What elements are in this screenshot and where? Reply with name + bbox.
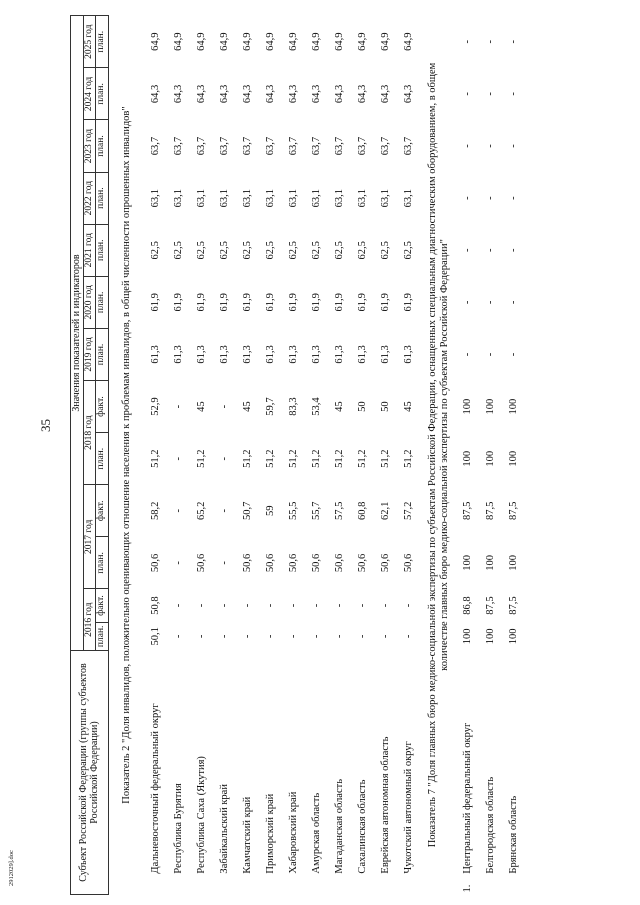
- value-cell: 59,7: [265, 397, 277, 416]
- indicators-table: [70, 15, 526, 895]
- value-cell: 63,7: [265, 136, 277, 156]
- value-cell: 45: [403, 401, 415, 412]
- value-cell: 64,3: [403, 84, 415, 104]
- value-cell: 63,1: [265, 188, 277, 208]
- value-cell: 61,9: [311, 293, 323, 312]
- region-name: Чукотский автономный округ: [403, 741, 415, 874]
- plan-header: план.: [96, 622, 109, 650]
- value-cell: -: [242, 603, 254, 608]
- value-cell: 63,7: [242, 136, 254, 156]
- value-cell: 63,1: [288, 188, 300, 208]
- value-cell: 61,3: [173, 345, 185, 364]
- value-cell: 62,5: [334, 241, 346, 260]
- year-header: 2022 год: [83, 172, 96, 224]
- row-number: [145, 876, 168, 895]
- value-cell: 60,8: [357, 501, 369, 520]
- value-cell: 61,3: [403, 345, 415, 364]
- region-name: Еврейская автономная область: [380, 736, 392, 874]
- value-cell: 63,1: [219, 188, 231, 208]
- value-cell: 50,6: [288, 553, 300, 573]
- value-cell: -: [219, 634, 231, 639]
- region-name: Дальневосточный федеральный округ: [150, 703, 162, 874]
- value-cell: -: [357, 603, 369, 608]
- region-name: Белгородская область: [485, 776, 497, 874]
- value-cell: 57,5: [334, 501, 346, 520]
- value-cell: 51,2: [242, 449, 254, 468]
- value-cell: 87,5: [462, 501, 474, 520]
- value-cell: 100: [485, 628, 497, 645]
- value-cell: 63,1: [380, 188, 392, 208]
- table-row: [214, 16, 237, 895]
- value-cell: 57,2: [403, 501, 415, 520]
- value-cell: 62,5: [311, 241, 323, 260]
- year-header: 2025 год: [83, 16, 96, 68]
- value-cell: 83,3: [288, 397, 300, 416]
- value-cell: 50,6: [196, 553, 208, 573]
- plan-header: план.: [96, 276, 109, 328]
- region-name: Камчатский край: [242, 796, 254, 874]
- value-cell: -: [508, 352, 520, 357]
- value-cell: 62,5: [265, 241, 277, 260]
- value-cell: 62,5: [357, 241, 369, 260]
- value-cell: 64,9: [219, 32, 231, 51]
- value-cell: -: [173, 603, 185, 608]
- value-cell: 100: [462, 555, 474, 571]
- value-cell: 64,9: [334, 32, 346, 51]
- value-cell: 63,1: [311, 188, 323, 208]
- value-cell: -: [508, 92, 520, 96]
- fact-header: факт.: [96, 589, 109, 622]
- subject-column-header: Субъект Российской Федерации (группы субъектов Российской Федерации): [71, 651, 109, 895]
- value-cell: 64,3: [288, 84, 300, 104]
- value-cell: -: [485, 144, 497, 148]
- value-cell: -: [311, 634, 323, 639]
- table-row: [260, 16, 283, 895]
- value-cell: 62,5: [288, 241, 300, 260]
- value-cell: -: [357, 634, 369, 639]
- value-cell: 64,9: [242, 32, 254, 51]
- row-number: [191, 876, 214, 895]
- row-number: [352, 876, 375, 895]
- table-row: [283, 16, 306, 895]
- value-cell: -: [485, 196, 497, 200]
- rotated-table-container: [70, 15, 600, 895]
- plan-header: план.: [96, 68, 109, 120]
- fact-header: факт.: [96, 485, 109, 537]
- value-cell: -: [485, 352, 497, 357]
- value-cell: 64,9: [403, 32, 415, 51]
- value-cell: 64,3: [196, 84, 208, 104]
- value-cell: -: [380, 634, 392, 639]
- value-cell: 61,9: [334, 293, 346, 312]
- value-cell: 64,3: [173, 84, 185, 104]
- row-number: [503, 876, 526, 895]
- value-cell: -: [334, 634, 346, 639]
- row-number: [375, 876, 398, 895]
- value-cell: 87,5: [508, 501, 520, 520]
- value-cell: 50,6: [403, 553, 415, 573]
- value-cell: 63,7: [219, 136, 231, 156]
- year-header: 2021 год: [83, 224, 96, 276]
- page-number: 35: [38, 419, 53, 432]
- value-cell: 51,2: [265, 449, 277, 468]
- value-cell: 50,6: [357, 553, 369, 573]
- value-cell: -: [288, 634, 300, 639]
- section-title-row: [421, 16, 457, 895]
- value-cell: 61,9: [150, 293, 162, 312]
- value-cell: 87,5: [485, 501, 497, 520]
- value-cell: 64,9: [311, 32, 323, 51]
- value-cell: 64,3: [265, 84, 277, 104]
- value-cell: -: [508, 300, 520, 305]
- value-cell: -: [485, 92, 497, 96]
- value-cell: 61,9: [357, 293, 369, 312]
- value-cell: 50,1: [150, 627, 162, 646]
- value-cell: -: [508, 196, 520, 200]
- value-cell: 53,4: [311, 397, 323, 416]
- value-cell: 63,1: [150, 188, 162, 208]
- value-cell: 45: [242, 401, 254, 412]
- table-row: [237, 16, 260, 895]
- value-cell: 63,1: [196, 188, 208, 208]
- value-cell: 50: [380, 401, 392, 412]
- plan-header: план.: [96, 433, 109, 485]
- value-cell: 61,9: [265, 293, 277, 312]
- value-cell: 62,5: [242, 241, 254, 260]
- year-header: 2023 год: [83, 120, 96, 172]
- value-cell: 61,9: [242, 293, 254, 312]
- value-cell: 64,9: [173, 32, 185, 51]
- value-cell: 63,1: [242, 188, 254, 208]
- value-cell: 61,9: [380, 293, 392, 312]
- value-cell: 50,6: [242, 553, 254, 573]
- value-cell: -: [219, 509, 231, 513]
- value-cell: -: [311, 603, 323, 608]
- value-cell: 100: [485, 398, 497, 415]
- section-title: Показатель 2 "Доля инвалидов, положительно оценивающих отношение населения к проблемам инвалидов, в общей численности опрошенных инвалидов": [120, 106, 132, 804]
- value-cell: 61,3: [265, 345, 277, 364]
- value-cell: 61,3: [219, 345, 231, 364]
- value-cell: 50,6: [311, 553, 323, 573]
- region-name: Амурская область: [311, 792, 323, 874]
- row-number: [329, 876, 352, 895]
- value-cell: 58,2: [150, 501, 162, 520]
- value-cell: 62,5: [196, 241, 208, 260]
- value-cell: -: [265, 634, 277, 639]
- value-cell: 63,7: [150, 136, 162, 156]
- table-row: [480, 16, 503, 895]
- value-cell: -: [173, 404, 185, 409]
- value-cell: 64,3: [150, 84, 162, 104]
- value-cell: 63,1: [403, 188, 415, 208]
- plan-header: план.: [96, 172, 109, 224]
- table-row: [168, 16, 191, 895]
- value-cell: 87,5: [485, 596, 497, 615]
- value-cell: 100: [508, 398, 520, 415]
- row-number: [168, 876, 191, 895]
- section-title: Показатель 7 "Доля главных бюро медико-социальной экспертизы по субъектам Российской Федерации, оснащенных специальным диагностическим оборудованием, в общем количестве главных бюро медико-социальной экспертизы по субъектам Российской Федерации": [427, 62, 450, 848]
- value-cell: 63,7: [173, 136, 185, 156]
- value-cell: 62,5: [403, 241, 415, 260]
- value-cell: 87,5: [508, 596, 520, 615]
- value-cell: -: [219, 561, 231, 565]
- value-cell: 100: [462, 450, 474, 467]
- value-cell: 64,3: [357, 84, 369, 104]
- value-cell: 63,7: [334, 136, 346, 156]
- value-cell: 61,3: [150, 345, 162, 364]
- value-cell: 50,6: [265, 553, 277, 573]
- value-cell: 61,9: [196, 293, 208, 312]
- year-header: 2016 год: [83, 589, 96, 651]
- value-cell: -: [485, 248, 497, 252]
- value-cell: -: [173, 456, 185, 461]
- value-cell: 64,3: [380, 84, 392, 104]
- value-cell: 65,2: [196, 501, 208, 520]
- value-cell: 63,7: [357, 136, 369, 156]
- value-cell: 100: [462, 398, 474, 415]
- value-cell: 62,5: [219, 241, 231, 260]
- value-cell: 64,9: [288, 32, 300, 51]
- table-row: [329, 16, 352, 895]
- value-cell: -: [508, 144, 520, 148]
- value-cell: -: [485, 39, 497, 44]
- value-cell: 55,5: [288, 501, 300, 520]
- value-cell: 55,7: [311, 501, 323, 520]
- value-cell: 61,9: [403, 293, 415, 312]
- row-number: [283, 876, 306, 895]
- plan-header: план.: [96, 16, 109, 68]
- value-cell: 51,2: [380, 449, 392, 468]
- value-cell: -: [462, 92, 474, 96]
- value-cell: -: [288, 603, 300, 608]
- value-cell: 61,3: [242, 345, 254, 364]
- value-cell: -: [508, 248, 520, 252]
- value-cell: 61,3: [357, 345, 369, 364]
- value-cell: 63,7: [196, 136, 208, 156]
- year-header: 2019 год: [83, 328, 96, 380]
- table-row: [352, 16, 375, 895]
- region-name: Приморский край: [265, 793, 277, 874]
- table-header: [71, 16, 109, 895]
- value-cell: 64,9: [265, 32, 277, 51]
- value-cell: 45: [334, 401, 346, 412]
- year-header: 2017 год: [83, 485, 96, 589]
- value-cell: 51,2: [357, 449, 369, 468]
- value-cell: 63,1: [173, 188, 185, 208]
- value-cell: 61,3: [288, 345, 300, 364]
- value-cell: -: [380, 603, 392, 608]
- value-cell: -: [462, 39, 474, 44]
- section-title-row: [108, 16, 145, 895]
- value-cell: 64,3: [311, 84, 323, 104]
- value-cell: 86,8: [462, 596, 474, 615]
- value-cell: 50: [357, 401, 369, 412]
- year-header: 2020 год: [83, 276, 96, 328]
- table-row: [191, 16, 214, 895]
- value-cell: 61,3: [380, 345, 392, 364]
- value-cell: -: [462, 144, 474, 148]
- plan-header: план.: [96, 328, 109, 380]
- value-cell: 100: [508, 450, 520, 467]
- value-cell: 50,7: [242, 501, 254, 520]
- value-cell: 50,6: [380, 553, 392, 573]
- table-row: [375, 16, 398, 895]
- row-number: [237, 876, 260, 895]
- region-name: Магаданская область: [334, 778, 346, 874]
- footer-file-code: 2912029].doc: [8, 850, 15, 886]
- value-cell: 51,2: [196, 449, 208, 468]
- value-cell: 63,7: [288, 136, 300, 156]
- value-cell: -: [173, 561, 185, 565]
- value-cell: -: [462, 300, 474, 305]
- region-name: Забайкальский край: [219, 784, 231, 874]
- value-cell: -: [403, 603, 415, 608]
- value-cell: -: [462, 248, 474, 252]
- value-cell: 100: [485, 450, 497, 467]
- value-cell: 62,5: [380, 241, 392, 260]
- value-cell: 51,2: [311, 449, 323, 468]
- value-cell: -: [462, 196, 474, 200]
- row-number: 1.: [462, 884, 474, 893]
- value-cell: -: [173, 509, 185, 513]
- value-cell: 52,9: [150, 397, 162, 416]
- value-cell: 61,9: [288, 293, 300, 312]
- table-row: [503, 16, 526, 895]
- region-name: Республика Саха (Якутия): [196, 756, 208, 874]
- value-cell: 64,9: [357, 32, 369, 51]
- value-cell: 51,2: [288, 449, 300, 468]
- value-cell: 61,9: [173, 293, 185, 312]
- value-cell: 64,9: [150, 32, 162, 51]
- value-cell: -: [462, 352, 474, 357]
- year-header: 2018 год: [83, 381, 96, 485]
- value-cell: -: [485, 300, 497, 305]
- value-cell: 45: [196, 401, 208, 412]
- value-cell: 64,3: [242, 84, 254, 104]
- plan-header: план.: [96, 120, 109, 172]
- value-cell: 51,2: [403, 449, 415, 468]
- value-cell: 100: [485, 555, 497, 571]
- value-cell: -: [242, 634, 254, 639]
- value-cell: 100: [508, 628, 520, 645]
- value-cell: 61,3: [334, 345, 346, 364]
- value-cell: -: [219, 603, 231, 608]
- value-cell: 63,1: [334, 188, 346, 208]
- value-cell: 63,1: [357, 188, 369, 208]
- plan-header: план.: [96, 224, 109, 276]
- value-cell: -: [196, 603, 208, 608]
- value-cell: -: [196, 634, 208, 639]
- value-cell: 62,1: [380, 501, 392, 520]
- value-cell: 51,2: [334, 449, 346, 468]
- value-cell: 63,7: [380, 136, 392, 156]
- value-cell: -: [403, 634, 415, 639]
- row-number: [480, 876, 503, 895]
- row-number: [306, 876, 329, 895]
- row-number: [260, 876, 283, 895]
- value-cell: -: [334, 603, 346, 608]
- region-name: Сахалинская область: [357, 779, 369, 874]
- region-name: Центральный федеральный округ: [462, 722, 474, 874]
- value-cell: -: [219, 456, 231, 461]
- value-cell: 59: [265, 505, 277, 517]
- value-cell: 100: [508, 555, 520, 571]
- table-row: [398, 16, 421, 895]
- value-cell: -: [219, 404, 231, 409]
- value-cell: 64,3: [219, 84, 231, 104]
- row-number: [214, 876, 237, 895]
- table-row: [145, 16, 168, 895]
- value-cell: 62,5: [150, 241, 162, 260]
- value-cell: -: [265, 603, 277, 608]
- plan-header: план.: [96, 537, 109, 589]
- table-row: [457, 16, 480, 895]
- value-cell: 61,3: [311, 345, 323, 364]
- year-header: 2024 год: [83, 68, 96, 120]
- value-cell: 100: [462, 628, 474, 645]
- value-cell: 64,9: [380, 32, 392, 51]
- value-cell: 51,2: [150, 449, 162, 468]
- value-cell: 62,5: [173, 241, 185, 260]
- value-cell: 61,9: [219, 293, 231, 312]
- row-number: [398, 876, 421, 895]
- table-row: [306, 16, 329, 895]
- region-name: Брянская область: [508, 795, 520, 874]
- region-name: Республика Бурятия: [173, 783, 185, 874]
- value-cell: 50,6: [150, 553, 162, 573]
- region-name: Хабаровский край: [288, 791, 300, 874]
- value-cell: 64,3: [334, 84, 346, 104]
- value-cell: 63,7: [403, 136, 415, 156]
- value-cell: -: [173, 634, 185, 639]
- values-title: Значения показателей и индикаторов: [71, 16, 84, 651]
- fact-header: факт.: [96, 381, 109, 433]
- value-cell: 64,9: [196, 32, 208, 51]
- value-cell: 63,7: [311, 136, 323, 156]
- value-cell: 50,6: [334, 553, 346, 573]
- value-cell: 61,3: [196, 345, 208, 364]
- value-cell: 50,8: [150, 596, 162, 615]
- value-cell: -: [508, 39, 520, 44]
